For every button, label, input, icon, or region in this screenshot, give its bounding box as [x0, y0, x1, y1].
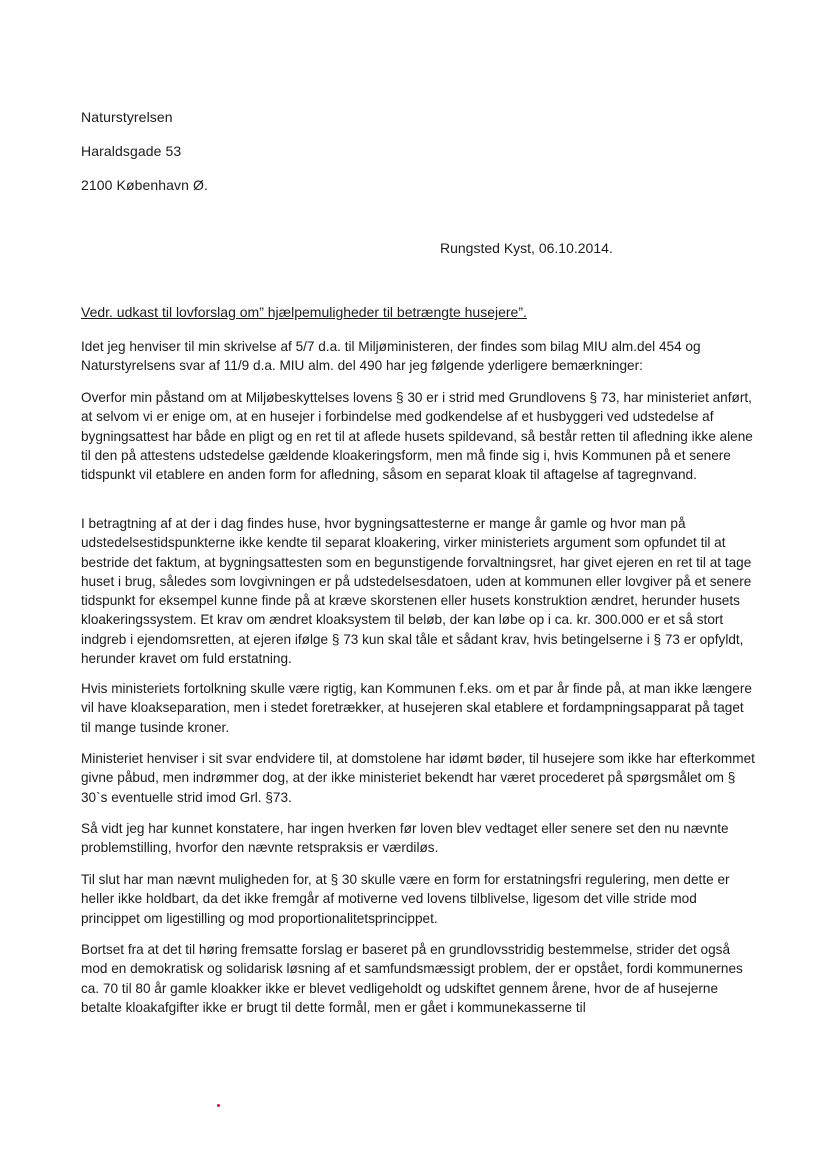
place-date: Rungsted Kyst, 06.10.2014. — [440, 240, 613, 256]
paragraph-3: I betragtning af at der i dag findes huse, hvor bygningsattesterne er mange år gamle og hvor man på udstedelsestidspunkterne ikke kendte til separat kloakering, virker ministeriets argument som opfundet til at bestride det faktum, at bygningsattesten som en begunstigende forvaltningsret, har givet ejeren en ret til at tage huset i brug, således som lovgivningen er på udstedelsesdatoen, uden at kommunen eller lovgiver på et senere tidspunkt for eksempel kunne finde på at kræve skorstenen eller husets konstruktion ændret, herunder husets kloakeringssystem. Et krav om ændret kloaksystem til beløb, der kan løbe op i ca. kr. 300.000 er et så stort indgreb i ejendomsretten, at ejeren ifølge § 73 kun skal tåle et sådant krav, hvis betingelserne i § 73 er opfyldt, herunder kravet om fuld erstatning. — [81, 516, 752, 667]
recipient-street: Haraldsgade 53 — [81, 143, 182, 159]
paragraph-5: Ministeriet henviser i sit svar endvidere til, at domstolene har idømt bøder, til husejere som ikke har efterkommet givne påbud, men indrømmer dog, at der ikke ministeriet bekendt har været procederet på spørgsmålet om § 30`s eventuelle strid imod Grl. §73. — [81, 751, 755, 805]
recipient-city: 2100 København Ø. — [81, 177, 209, 193]
paragraph-4: Hvis ministeriets fortolkning skulle være rigtig, kan Kommunen f.eks. om et par år finde på, at man ikke længere vil have kloakseparation, men i stedet foretrækker, at husejeren skal etablere et fordampningsapparat på taget til mange tusinde kroner. — [81, 681, 752, 735]
paragraph-1: Idet jeg henviser til min skrivelse af 5/7 d.a. til Miljøministeren, der findes som bilag MIU alm.del 454 og Naturstyrelsens svar af 11/9 d.a. MIU alm. del 490 har jeg følgende yderligere bemærkninger: — [81, 339, 701, 374]
pen-mark — [217, 1104, 220, 1107]
recipient-name: Naturstyrelsen — [81, 109, 173, 125]
paragraph-2: Overfor min påstand om at Miljøbeskyttelses lovens § 30 er i strid med Grundlovens § 73, har ministeriet anført, at selvom vi er enige om, at en husejer i forbindelse med godkendelse af et husbyggeri ved udstedelse af bygningsattest har både en pligt og en ret til at aflede husets spildevand, så består retten til afledning ikke alene til den på attestens udstedelse gældende kloakeringsform, men må finde sig i, hvis Kommunen på et senere tidspunkt vil etablere en anden form for afledning, såsom en separat kloak til aftagelse af tagregnvand. — [81, 390, 753, 483]
subject-line: Vedr. udkast til lovforslag om” hjælpemuligheder til betrængte husejere”. — [81, 304, 527, 320]
paragraph-7: Til slut har man nævnt muligheden for, at § 30 skulle være en form for erstatningsfri regulering, men dette er heller ikke holdbart, da det ikke fremgår af motiverne ved lovens tilblivelse, ligesom det ville stride mod princippet om ligestilling og mod proportionalitetsprincippet. — [81, 872, 730, 926]
paragraph-6: Så vidt jeg har kunnet konstatere, har ingen hverken før loven blev vedtaget eller senere set den nu nævnte problemstilling, hvorfor den nævnte retspraksis er værdiløs. — [81, 821, 729, 856]
paragraph-8: Bortset fra at det til høring fremsatte forslag er baseret på en grundlovsstridig bestemmelse, strider det også mod en demokratisk og solidarisk løsning af et samfundsmæssigt problem, der er opstået, fordi kommunernes ca. 70 til 80 år gamle kloakker ikke er blevet vedligeholdt og udskiftet gennem årene, hvor de af husejerne betalte kloakafgifter ikke er brugt til dette formål, men er gået i kommunekasserne til — [81, 942, 743, 1015]
